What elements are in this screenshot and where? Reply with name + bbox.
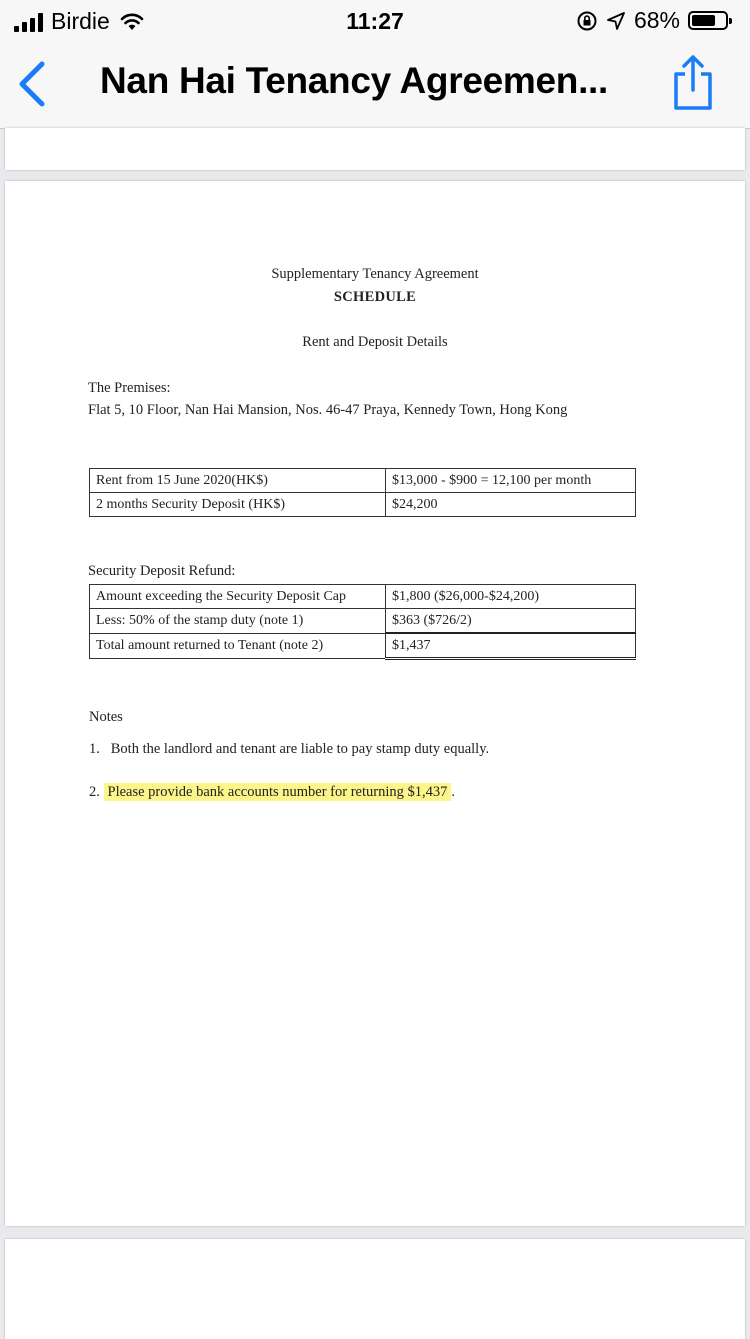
- status-time: 11:27: [346, 8, 404, 34]
- deposit-value: $24,200: [386, 493, 636, 517]
- agreement-heading: Supplementary Tenancy Agreement: [271, 266, 479, 282]
- share-icon[interactable]: [670, 54, 716, 112]
- table-row: [90, 493, 636, 517]
- premises-label: The Premises:: [88, 380, 171, 396]
- rent-value: $13,000 - $900 = 12,100 per month: [386, 469, 636, 493]
- refund-total-value: $1,437: [386, 633, 636, 659]
- back-chevron-icon[interactable]: [14, 58, 54, 110]
- table-row: [90, 469, 636, 493]
- rent-table: [89, 468, 636, 517]
- document-page[interactable]: [5, 181, 745, 1226]
- note-item: [89, 784, 455, 801]
- note-text: Both the landlord and tenant are liable to pay stamp duty equally.: [110, 741, 490, 757]
- status-bar: [0, 0, 750, 40]
- note-period: .: [451, 784, 455, 800]
- refund-value: $1,800 ($26,000-$24,200): [386, 585, 636, 609]
- refund-label: Total amount returned to Tenant (note 2): [90, 633, 386, 659]
- status-right: [576, 7, 728, 34]
- table-row: [90, 633, 636, 659]
- rent-label: Rent from 15 June 2020(HK$): [90, 469, 386, 493]
- refund-label: Less: 50% of the stamp duty (note 1): [90, 609, 386, 634]
- rotation-lock-icon: [576, 10, 598, 32]
- location-arrow-icon: [606, 11, 626, 31]
- table-row: [90, 609, 636, 634]
- note-item: [89, 741, 489, 758]
- carrier-name: Birdie: [51, 8, 110, 34]
- table-row: [90, 585, 636, 609]
- refund-value: $363 ($726/2): [386, 609, 636, 634]
- refund-table: [89, 584, 636, 660]
- schedule-heading: SCHEDULE: [333, 289, 417, 305]
- notes-title: Notes: [89, 709, 123, 725]
- refund-label: Amount exceeding the Security Deposit Cap: [90, 585, 386, 609]
- highlighted-note-text: Please provide bank accounts number for returning $1,437: [104, 783, 452, 801]
- battery-percent: 68%: [633, 7, 680, 33]
- refund-title: Security Deposit Refund:: [88, 563, 236, 579]
- deposit-label: 2 months Security Deposit (HK$): [90, 493, 386, 517]
- navigation-bar: [0, 40, 750, 129]
- note-number: 2.: [89, 784, 100, 800]
- premises-address: Flat 5, 10 Floor, Nan Hai Mansion, Nos. 46-47 Praya, Kennedy Town, Hong Kong: [88, 402, 568, 418]
- next-page: [5, 1239, 745, 1339]
- battery-icon: [688, 11, 728, 30]
- document-title: Nan Hai Tenancy Agreemen...: [100, 60, 609, 101]
- note-number: 1.: [89, 741, 100, 757]
- section-title: Rent and Deposit Details: [302, 334, 448, 350]
- previous-page: [5, 128, 745, 170]
